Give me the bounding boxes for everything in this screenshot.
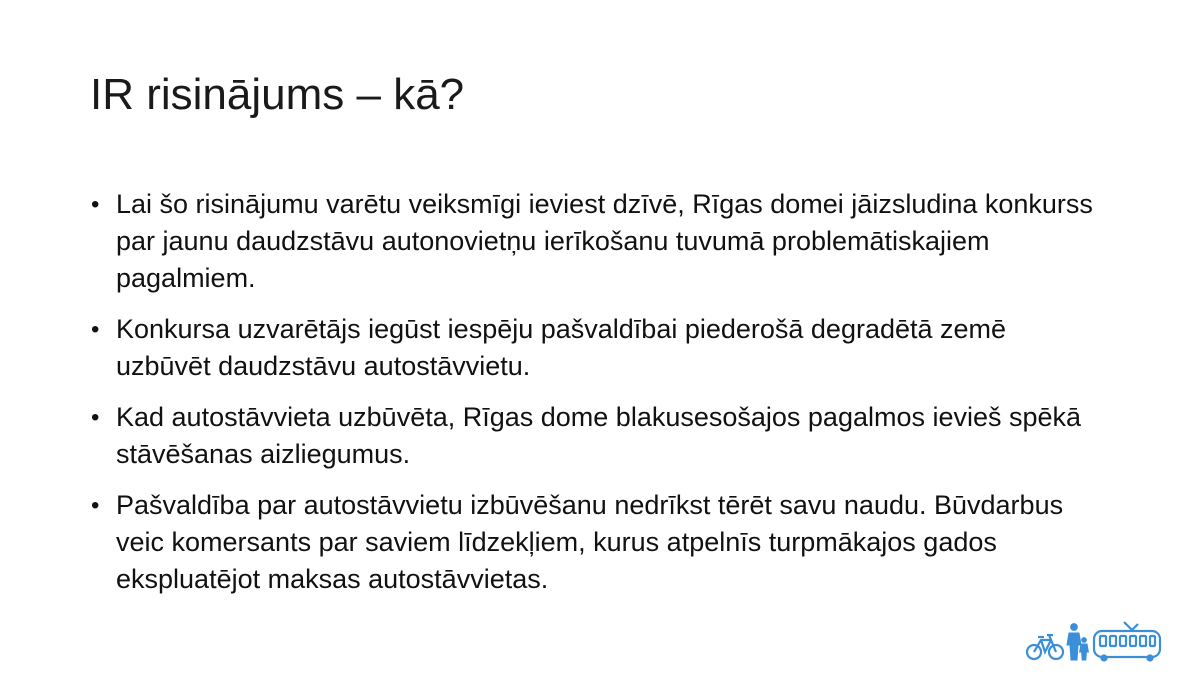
bullet-item	[90, 186, 1100, 297]
bullet-item	[90, 399, 1100, 473]
pedestrian-icon	[1067, 624, 1088, 660]
bullet-text: Lai šo risinājumu varētu veiksmīgi ieviest dzīvē, Rīgas domei jāizsludina konkurss par jaunu daudzstāvu autonovietņu ierīkošanu tuvumā problemātiskajiem pagalmiem.	[116, 189, 1093, 293]
bullet-dot: •	[91, 316, 100, 343]
bullet-item	[90, 487, 1100, 598]
bullet-text: Pašvaldība par autostāvvietu izbūvēšanu nedrīkst tērēt savu naudu. Būvdarbus veic komersants par saviem līdzekļiem, kurus atpelnīs turpmākajos gados ekspluatējot maksas autostāvvietas.	[116, 490, 1064, 594]
bullet-dot: •	[91, 492, 100, 519]
transport-logo	[1024, 620, 1164, 664]
bullet-text: Kad autostāvvieta uzbūvēta, Rīgas dome blakusesošajos pagalmos ievieš spēkā stāvēšanas aizliegumus.	[116, 402, 1082, 469]
bullet-list	[90, 186, 1100, 612]
bullet-text: Konkursa uzvarētājs iegūst iespēju pašvaldībai piederošā degradētā zemē uzbūvēt daudzstāvu autostāvvietu.	[116, 314, 1007, 381]
slide-title: IR risinājums – kā?	[90, 70, 465, 119]
bullet-dot: •	[91, 191, 100, 218]
bullet-item	[90, 311, 1100, 385]
bicycle-icon	[1027, 635, 1063, 659]
bullet-dot: •	[91, 404, 100, 431]
tram-icon	[1094, 622, 1160, 661]
